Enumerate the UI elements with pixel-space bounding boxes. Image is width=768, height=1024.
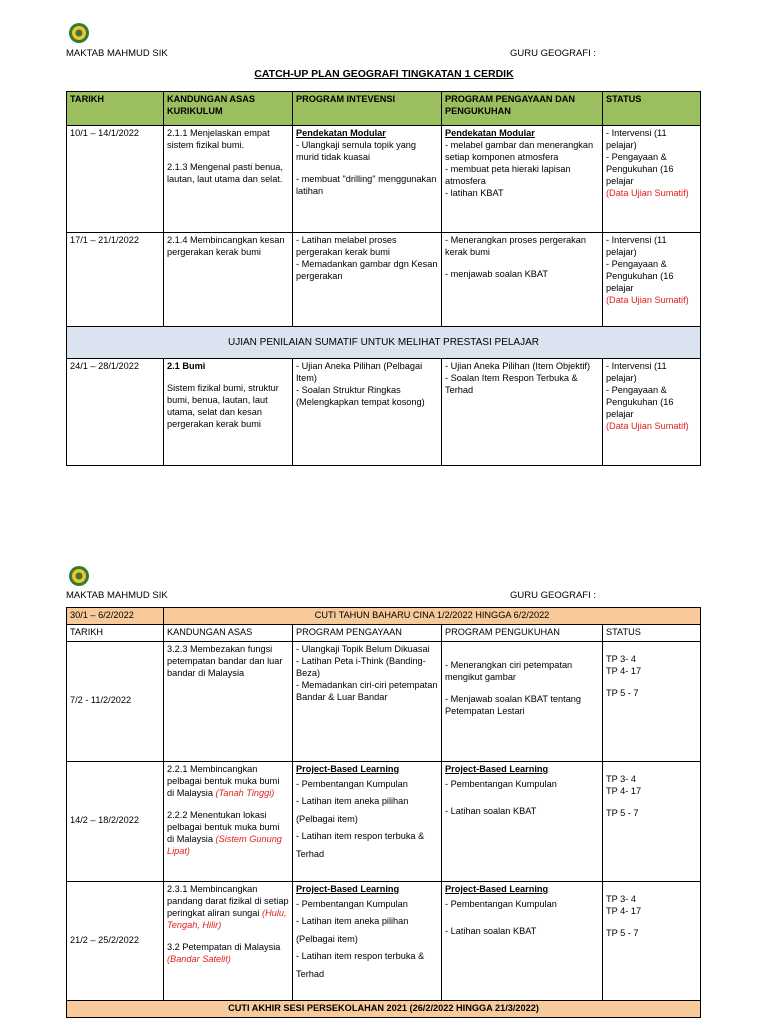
list-item: - melabel gambar dan menerangkan setiap komponen atmosfera: [445, 140, 599, 164]
status-cell: [603, 761, 701, 881]
header-status: STATUS: [603, 92, 701, 126]
list-item: - Menerangkan ciri petempatan mengikut gambar: [445, 659, 573, 682]
status-line: - Pengayaan & Pengukuhan (16 pelajar: [606, 258, 674, 293]
approach-heading: Project-Based Learning: [296, 883, 400, 894]
status-note: (Data Ujian Sumatif): [606, 187, 689, 198]
content-cell: [164, 881, 293, 1000]
status-line: - Intervensi (11 pelajar): [606, 128, 667, 150]
holiday-band: CUTI TAHUN BAHARU CINA 1/2/2022 HINGGA 6/2/2022: [164, 608, 701, 625]
list-item: - membuat peta hieraki lapisan atmosfera: [445, 164, 599, 188]
approach-heading: Project-Based Learning: [445, 883, 549, 894]
list-item: - Soalan Item Respon Terbuka & Terhad: [445, 373, 599, 397]
status-cell: [603, 641, 701, 761]
status-line: - Pengayaan & Pengukuhan (16 pelajar: [606, 151, 674, 186]
table-row: [67, 761, 701, 881]
list-item: - Memadankan ciri-ciri petempatan Bandar & Luar Bandar: [296, 680, 438, 704]
content-item: [167, 884, 289, 932]
list-item: - Latihan Peta i-Think (Banding-Beza): [296, 656, 438, 680]
status-line: TP 4- 17: [606, 905, 642, 916]
content-cell: [164, 359, 293, 466]
list-item: - membuat "drilling" menggunakan latihan: [296, 174, 438, 198]
content-text: 2.2.1 Membincangkan pelbagai bentuk muka bumi di Malaysia: [167, 763, 280, 798]
header-pengukuhan: PROGRAM PENGUKUHAN: [442, 624, 603, 641]
holiday-row: [67, 608, 701, 625]
header-status: STATUS: [603, 624, 701, 641]
approach-heading: Pendekatan Modular: [445, 128, 535, 138]
status-line: TP 5 - 7: [606, 687, 639, 698]
table-row: [67, 641, 701, 761]
list-item: - Soalan Struktur Ringkas (Melengkapkan tempat kosong): [296, 385, 438, 409]
date-cell: 21/2 – 25/2/2022: [67, 881, 164, 1000]
table-row: [67, 359, 701, 466]
list-item: - latihan KBAT: [445, 188, 599, 200]
reinforcement-cell: [442, 641, 603, 761]
status-line: TP 4- 17: [606, 785, 642, 796]
reinforcement-cell: [442, 881, 603, 1000]
list-item: - Pembentangan Kumpulan: [296, 776, 438, 793]
list-item: - Latihan item respon terbuka & Terhad: [296, 948, 438, 983]
header-tarikh: TARIKH: [67, 92, 164, 126]
table-row: [67, 233, 701, 327]
list-item: - Latihan item aneka pilihan (Pelbagai item): [296, 793, 438, 828]
list-item: - Latihan soalan KBAT: [445, 923, 599, 940]
status-line: TP 4- 17: [606, 665, 642, 676]
approach-heading: Project-Based Learning: [296, 763, 400, 774]
teacher-label: GURU GEOGRAFI :: [510, 590, 597, 601]
content-cell: [164, 641, 293, 761]
status-line: - Pengayaan & Pengukuhan (16 pelajar: [606, 384, 674, 419]
summative-band: UJIAN PENILAIAN SUMATIF UNTUK MELIHAT PRESTASI PELAJAR: [67, 327, 701, 359]
content-item: Sistem fizikal bumi, struktur bumi, benua, lautan, laut utama, selat dan kesan pergerakan kerak bumi: [167, 382, 279, 429]
status-note: (Data Ujian Sumatif): [606, 420, 689, 431]
header-pengayaan: PROGRAM PENGAYAAN DAN PENGUKUHAN: [442, 92, 603, 126]
content-cell: [164, 126, 293, 233]
header-kandungan: KANDUNGAN ASAS: [164, 624, 293, 641]
weekly-plan-table: [66, 607, 701, 1018]
enrichment-cell: [442, 233, 603, 327]
page-title: CATCH-UP PLAN GEOGRAFI TINGKATAN 1 CERDIK: [254, 68, 514, 80]
content-note: (Bandar Satelit): [167, 953, 231, 964]
list-item: - Ulangkaji Topik Belum Dikuasai: [296, 644, 438, 656]
date-cell: 10/1 – 14/1/2022: [67, 126, 164, 233]
content-item: 2.1.4 Membincangkan kesan pergerakan kerak bumi: [167, 235, 285, 257]
list-item: - Ujian Aneka Pilihan (Item Objektif): [445, 361, 599, 373]
status-line: - Intervensi (11 pelajar): [606, 235, 667, 257]
content-text: 2.2.2 Menentukan lokasi pelbagai bentuk muka bumi di Malaysia: [167, 809, 280, 844]
status-line: TP 3- 4: [606, 773, 636, 784]
table-header-row: [67, 92, 701, 126]
approach-heading: Project-Based Learning: [445, 763, 549, 774]
list-item: - Latihan item aneka pilihan (Pelbagai item): [296, 913, 438, 948]
status-cell: [603, 359, 701, 466]
intervention-cell: [293, 126, 442, 233]
content-item: [167, 942, 289, 966]
date-cell: 7/2 - 11/2/2022: [67, 641, 164, 761]
content-item: 2.1.1 Menjelaskan empat sistem fizikal bumi.: [167, 128, 270, 150]
header-pengayaan: PROGRAM PENGAYAAN: [293, 624, 442, 641]
content-cell: [164, 761, 293, 881]
list-item: - Pembentangan Kumpulan: [445, 896, 599, 913]
list-item: - Pembentangan Kumpulan: [296, 896, 438, 913]
status-cell: [603, 233, 701, 327]
school-crest-icon: [68, 22, 90, 44]
table-row: [67, 126, 701, 233]
date-cell: 24/1 – 28/1/2022: [67, 359, 164, 466]
holiday-band: CUTI AKHIR SESI PERSEKOLAHAN 2021 (26/2/2022 HINGGA 21/3/2022): [67, 1000, 701, 1017]
catch-up-plan-table: [66, 91, 701, 466]
list-item: - Latihan melabel proses pergerakan kerak bumi: [296, 235, 438, 259]
status-line: TP 5 - 7: [606, 927, 639, 938]
status-cell: [603, 881, 701, 1000]
list-item: - Ujian Aneka Pilihan (Pelbagai Item): [296, 361, 438, 385]
content-text: 2.3.1 Membincangkan pandang darat fizikal di setiap peringkat aliran sungai: [167, 883, 289, 918]
header-intervensi: PROGRAM INTEVENSI: [293, 92, 442, 126]
status-line: TP 3- 4: [606, 653, 636, 664]
list-item: - Menerangkan proses pergerakan kerak bumi: [445, 235, 599, 259]
list-item: - Pembentangan Kumpulan: [445, 776, 599, 793]
intervention-cell: [293, 359, 442, 466]
content-note: (Tanah Tinggi): [215, 787, 275, 798]
list-item: - Latihan soalan KBAT: [445, 803, 599, 820]
date-cell: 14/2 – 18/2/2022: [67, 761, 164, 881]
status-cell: [603, 126, 701, 233]
content-item: [167, 764, 289, 800]
date-cell: 30/1 – 6/2/2022: [67, 608, 164, 625]
table-row: [67, 881, 701, 1000]
status-line: - Intervensi (11 pelajar): [606, 361, 667, 383]
content-item: 3.2.3 Membezakan fungsi petempatan bandar dan luar bandar di Malaysia: [167, 643, 283, 678]
holiday-row: [67, 1000, 701, 1017]
approach-heading: Pendekatan Modular: [296, 128, 386, 138]
enrichment-cell: [293, 881, 442, 1000]
header-tarikh: TARIKH: [67, 624, 164, 641]
enrichment-cell: [442, 359, 603, 466]
status-note: (Data Ujian Sumatif): [606, 294, 689, 305]
list-item: - menjawab soalan KBAT: [445, 269, 599, 281]
content-item: [167, 810, 289, 858]
content-heading: 2.1 Bumi: [167, 361, 206, 371]
content-note: (Sistem Gunung Lipat): [167, 833, 282, 856]
content-note: (Hulu, Tengah, Hilir): [167, 907, 287, 930]
list-item: - Ulangkaji semula topik yang murid tidak kuasai: [296, 140, 438, 164]
content-text: 3.2 Petempatan di Malaysia: [167, 941, 281, 952]
list-item: - Memadankan gambar dgn Kesan pergerakan: [296, 259, 438, 283]
enrichment-cell: [442, 126, 603, 233]
teacher-label: GURU GEOGRAFI :: [510, 48, 597, 59]
reinforcement-cell: [442, 761, 603, 881]
enrichment-cell: [293, 761, 442, 881]
school-name: MAKTAB MAHMUD SIK: [66, 590, 168, 601]
header-kandungan: KANDUNGAN ASAS KURIKULUM: [164, 92, 293, 126]
summative-band-row: [67, 327, 701, 359]
school-crest-icon: [68, 565, 90, 587]
enrichment-cell: [293, 641, 442, 761]
list-item: - Menjawab soalan KBAT tentang Petempatan Lestari: [445, 693, 582, 716]
date-cell: 17/1 – 21/1/2022: [67, 233, 164, 327]
school-name: MAKTAB MAHMUD SIK: [66, 48, 168, 59]
intervention-cell: [293, 233, 442, 327]
content-cell: [164, 233, 293, 327]
status-line: TP 3- 4: [606, 893, 636, 904]
content-item: 2.1.3 Mengenal pasti benua, lautan, laut utama dan selat.: [167, 161, 283, 184]
list-item: - Latihan item respon terbuka & Terhad: [296, 828, 438, 863]
status-line: TP 5 - 7: [606, 807, 639, 818]
table-header-row: [67, 624, 701, 641]
